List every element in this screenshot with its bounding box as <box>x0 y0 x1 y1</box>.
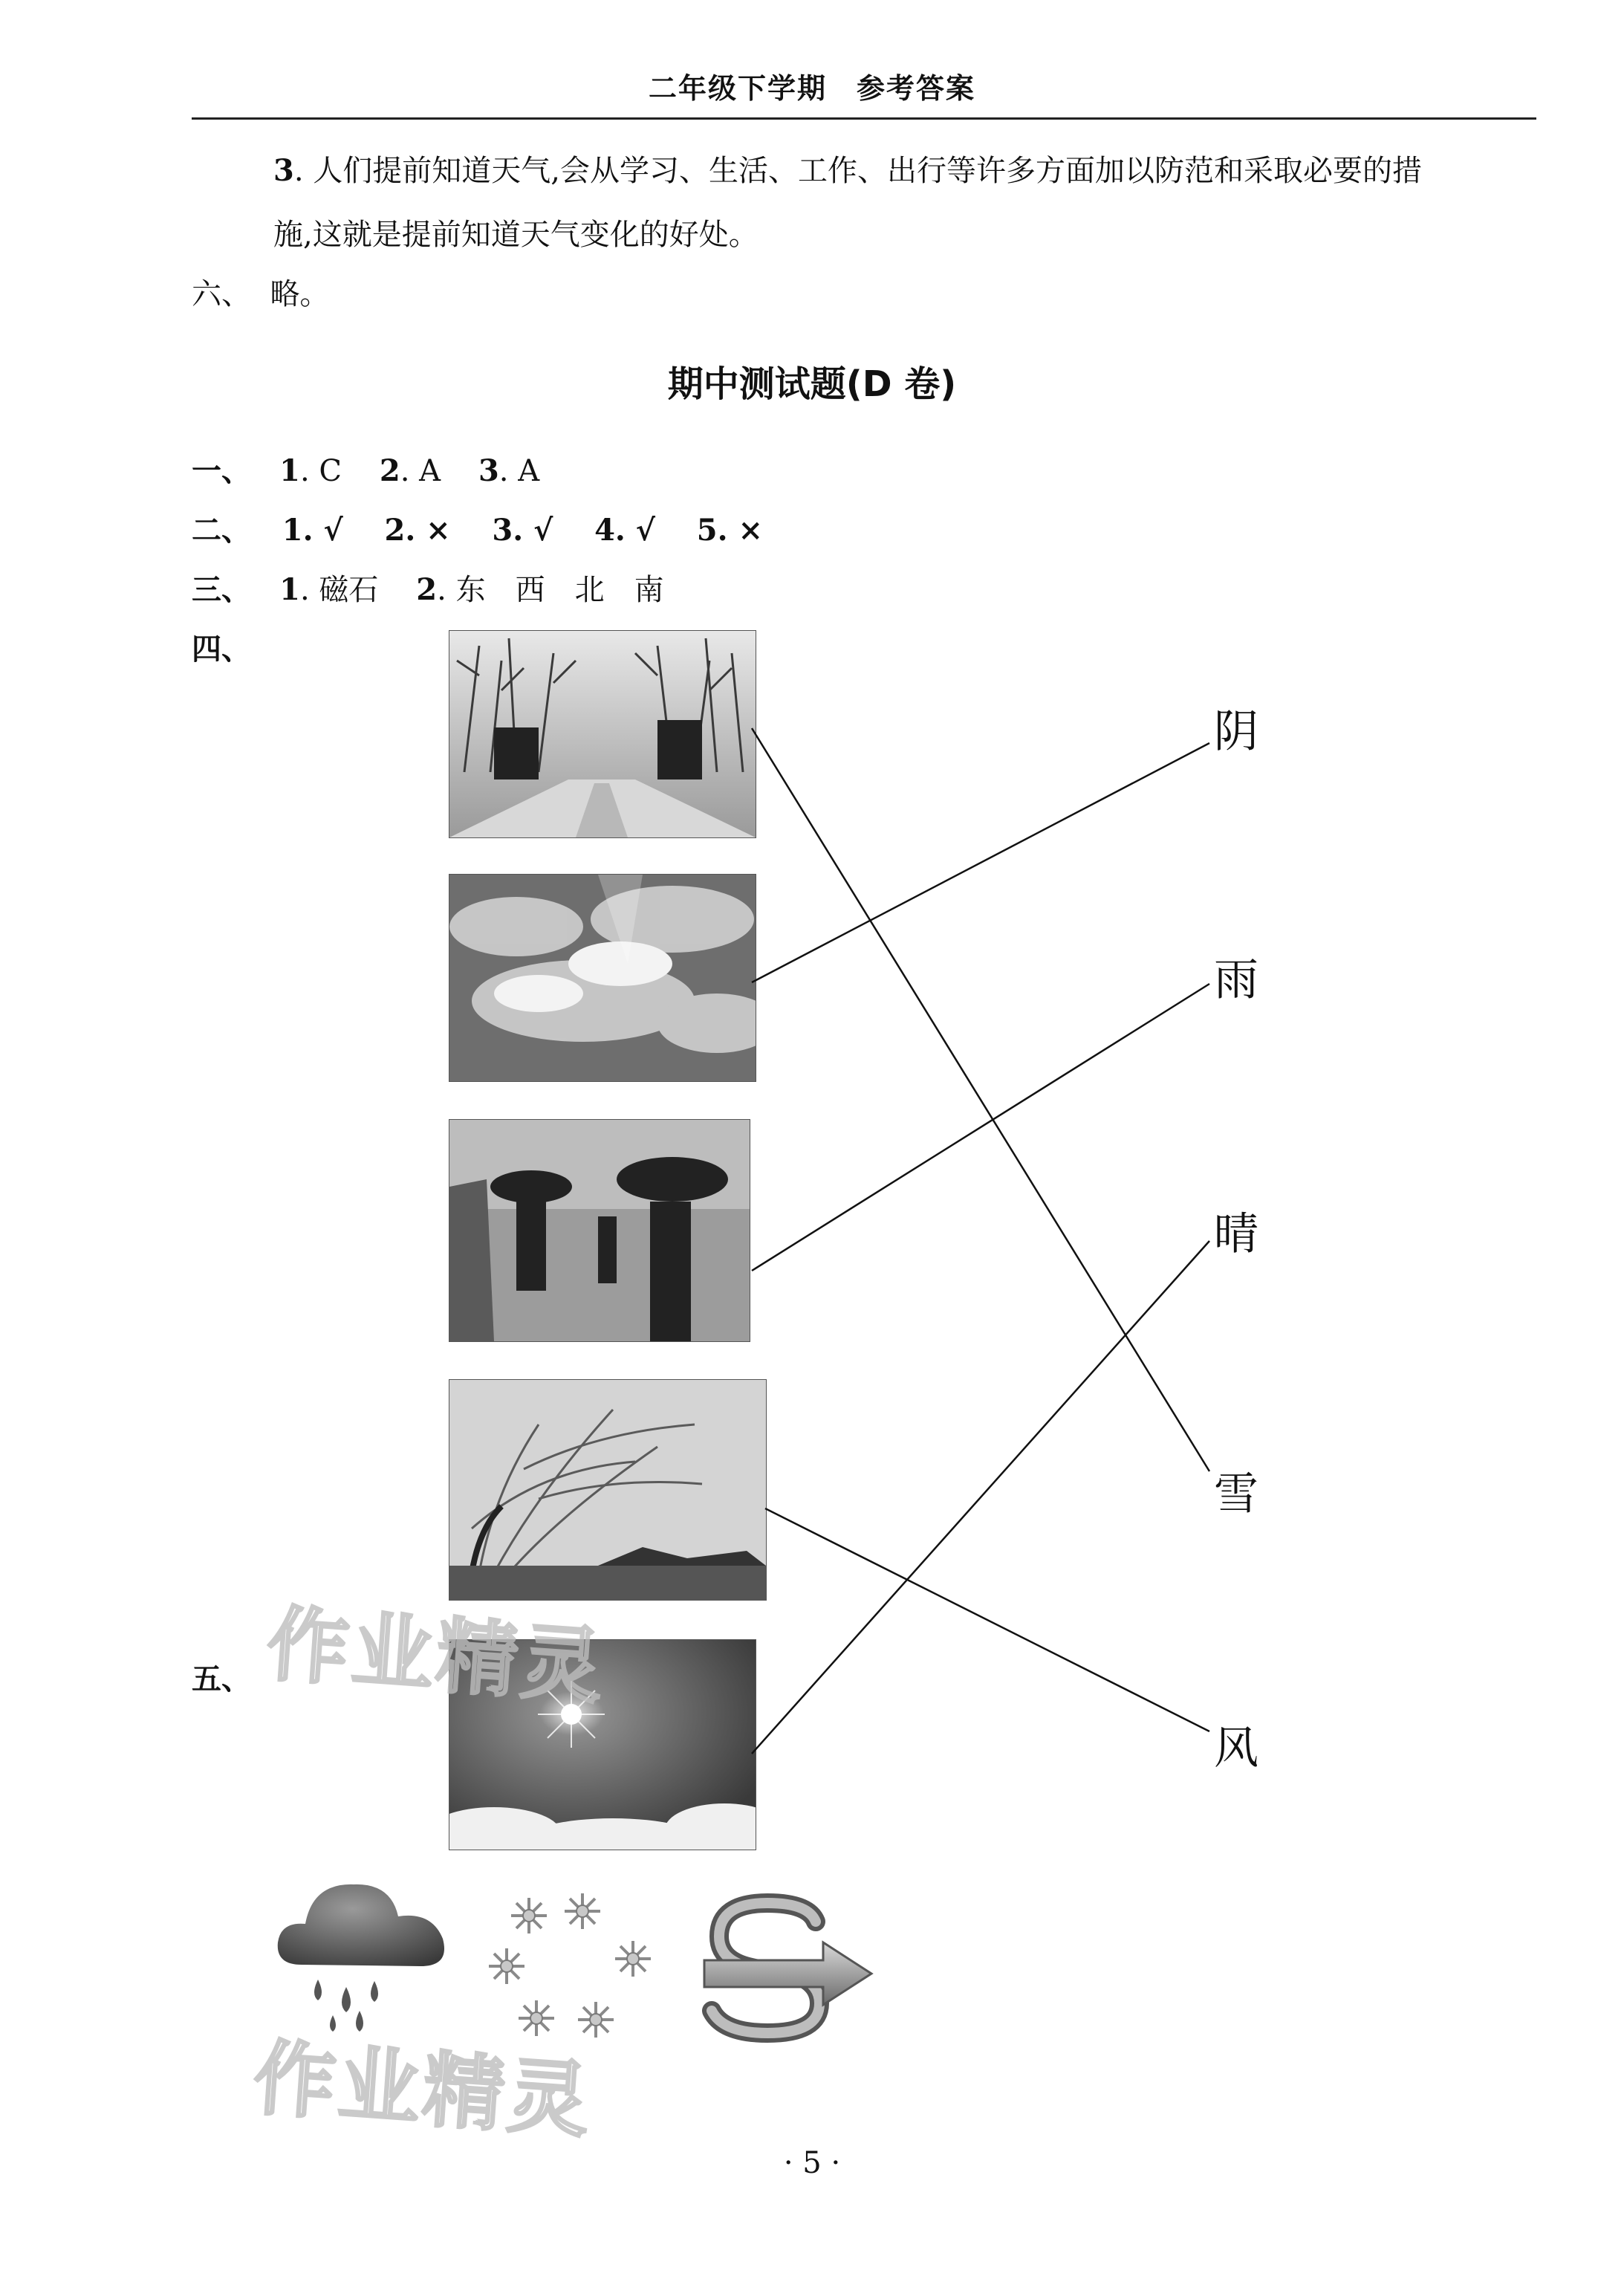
prev-q3-line2: 施,这就是提前知道天气变化的好处。 <box>273 218 759 252</box>
answer-number: 3 <box>492 513 513 548</box>
word-yu: 雨 <box>1214 954 1258 1006</box>
answer-value: . 磁石 <box>300 573 379 607</box>
word-xue: 雪 <box>1214 1468 1258 1520</box>
answer-value: . A <box>400 454 441 488</box>
answer-number: 1 <box>279 572 300 607</box>
match-line-wind-feng <box>765 1508 1209 1731</box>
answer-value: . × <box>405 513 451 548</box>
word-feng: 风 <box>1214 1722 1258 1774</box>
wind-arrow-icon <box>697 1892 883 2048</box>
answer-number: 2 <box>379 453 400 488</box>
page-number: · 5 · <box>783 2146 841 2180</box>
word-yin: 阴 <box>1214 706 1258 758</box>
prev-q3-text1: . 人们提前知道天气,会从学习、生活、工作、出行等许多方面加以防范和采取必要的措 <box>293 154 1422 188</box>
answer-number: 4 <box>594 513 615 548</box>
answer-number: 1 <box>282 513 303 548</box>
match-line-snow-xue <box>752 728 1209 1471</box>
watermark-1: 作业精灵 <box>264 1596 609 1715</box>
part-one-label: 一、 <box>192 453 251 488</box>
match-line-rain-yu <box>752 984 1209 1271</box>
answer-number: 2 <box>416 572 438 607</box>
answer-number: 2 <box>384 513 406 548</box>
part-five-label: 五、 <box>192 1662 251 1696</box>
answer-value: . √ <box>513 513 553 548</box>
answer-value: . √ <box>614 513 656 548</box>
part-three-label: 三、 <box>192 572 251 607</box>
match-line-sun-qing <box>752 1241 1209 1754</box>
answer-number: 5 <box>696 513 718 548</box>
answer-value: . √ <box>302 513 343 548</box>
answer-number: 3 <box>478 453 499 488</box>
prev-q3-number: 3 <box>273 153 294 188</box>
page-header: 二年级下学期 参考答案 <box>648 72 975 105</box>
word-qing: 晴 <box>1214 1208 1258 1260</box>
prev-six-label: 六、 <box>192 277 251 311</box>
prev-six-text: 略。 <box>270 277 330 311</box>
answer-value: . A <box>498 454 540 488</box>
test-title: 期中测试题(D 卷) <box>667 363 957 405</box>
part-two-label: 二、 <box>192 513 251 548</box>
snowflakes-icon <box>484 1892 666 2045</box>
answer-value: . × <box>717 513 763 548</box>
match-line-cloud-yin <box>752 743 1209 982</box>
answer-value: . 东 西 北 南 <box>437 573 664 607</box>
answer-number: 1 <box>279 453 300 488</box>
watermark-2: 作业精灵 <box>250 2030 596 2149</box>
answer-value: . C <box>300 454 342 488</box>
part-four-label: 四、 <box>192 632 251 667</box>
